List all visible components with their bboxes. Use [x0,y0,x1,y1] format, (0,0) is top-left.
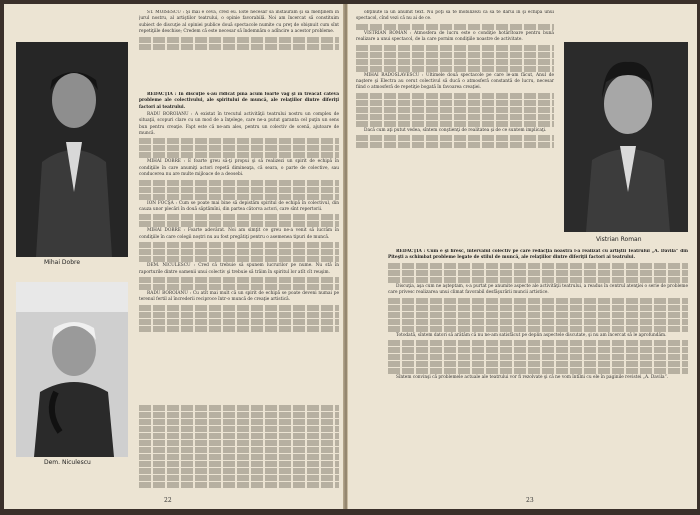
left-paragraph: RADU BOROIANU : A existat în trecutul activităţii teatrului nostru un complex de situaţii, scopuri clare cu un mod de a înţelege, care ne-a putut garanta cel puţin un sens bun pentru creaţie. Fapt este că ne-am ales, pentru un colectiv de scenă, ajutoare de muncă. [139,111,339,136]
left-page [4,4,346,509]
left-paragraph: MIHAI DOBRE : Foarte adevărat. Noi am simţit ce greu ne-a venit să lucrăm în condiţiile în care colegii noştri nu au fost pregătiţi pentru o asemenea tipuri de muncă. [139,228,339,240]
right-paragraph: MIHAI RADOSLAVESCU : Ultimele două spectacole pe care le-am făcut, Anul de naştere şi Electra au cerut colectivul să ducă o atmosferă constantă de lucru, necesar fiind o atmosferă de repetiţie bogată în favoarea creaţiei. [356,72,554,91]
left-paragraph: DEM. NICULESCU : Cred că trebuie să spunem lucrurilor pe nume. Nu stă în raporturile dintre oamenii unui colectiv şi trebuie să trăim în spiritul lor atît cît reuşim. [139,263,339,275]
left-bottom-text [139,404,339,499]
right-page [347,4,697,509]
portrait-image [564,42,688,232]
page-number-right: 23 [526,497,534,504]
caption-vistrian-roman: Vistrian Roman [596,236,642,243]
portrait-image [16,282,128,457]
right-bottom-text [388,249,688,499]
left-paragraph: RADU BOROIANU : Cu atît mai mult că un spirit de echipă se poate deveni numai pe terenul fertil al încrederii reciproce într-o muncă de creaţie artistică. [139,291,339,303]
right-column-text [356,10,554,250]
photo-mihai-dobre [16,42,128,257]
photo-vistrian-roman [564,42,688,232]
right-bottom-paragraph: Sîntem convinşi că problemele actuale ale teatrului vor fi rezolvate şi că ne vom întîlni cu ele în paginile revistei „A. Davila”. [396,375,669,381]
left-column-text [139,92,339,402]
left-paragraph: ION FOCŞA : Cum se poate mai bine să depistăm spiritul de echipă în colectivul, din cauza unor plecări în două săptămîni, din partea câtorva actori, care sînt repertorii. [139,200,339,212]
left-intro-paragraph: ST. MOISESCU : Şi mai e ceva, cred eu. Este necesar să instaurăm şi să menţinem în jurul nostru, al artiştilor teatrului, o opinie favorabilă. Noi am încercat să constituim subiect de discuţie al opiniei publice două spectacole numite cu preţ de obişnuit cum sînt repetiţiile deschise; Credem că este necesar să îndemnăm o adîncire a acestor probleme. [139,10,339,35]
right-bottom-paragraph: Totodată, sîntem datori să arătăm că nu ne-am satisfăcut pe deplin aspectele discutate, şi nu am încercat să le aprofundăm. [396,332,667,338]
redactia-question-1: REDACŢIA : În discuţie s-au ridicat pînă acum foarte vag şi în treacăt câteva probleme ale colectivului, ale spiritului de muncă, ale relaţiilor dintre diferiţi factori ai teatrului. [139,92,339,110]
caption-dem-niculescu: Dem. Niculescu [44,459,91,466]
left-top-text [139,10,339,92]
caption-mihai-dobre: Mihai Dobre [44,259,81,266]
left-paragraph: MIHAI DOBRE : E foarte greu să-ţi propui şi să realizezi un spirit de echipă în condiţiile în care anumiţi actori repetă dimineaţa, că seara, o parte de colective, sau conducerea nu are multe mijloace de a deosebi. [139,159,339,178]
redactia-question-2: REDACŢIA : Cum e şi firesc, intervalul colectiv pe care redacţia noastră l-a realizat cu artiştii Teatrului „A. Davila” din Piteşti a schimbat probleme legate de stilul de muncă, ale relaţiilor dintre diferiţii factori ai teatrului. [388,249,688,261]
photo-dem-niculescu [16,282,128,457]
portrait-image [16,42,128,257]
right-paragraph: Dacă cum aţi putut vedea, sîntem conştienţi de realitatea şi de ce suntem implicaţi. [364,127,547,133]
page-number-left: 22 [164,497,172,504]
right-paragraph: VISTRIAN ROMAN : Atmosfera de lucru este o condiţie hotărîtoare pentru bună realizare a unui spectacol, de la care pornim condiţiile noastre de activitate. [356,30,554,43]
right-intro-paragraph: obţinute la un anumit text. Nu poţi să te mobilizezi ca să te dărui în şi echipa unui spectacol, cînd vezi că nu ai de ce. [356,10,554,22]
right-bottom-paragraph: Discuţia, aşa cum ne aşteptam, s-a purtat pe anumite aspecte ale activităţii teatrului, a readus în centrul atenţiei o serie de probleme care privesc realizarea unui climat favorabil desfăşurării muncii artistice. [388,283,688,296]
